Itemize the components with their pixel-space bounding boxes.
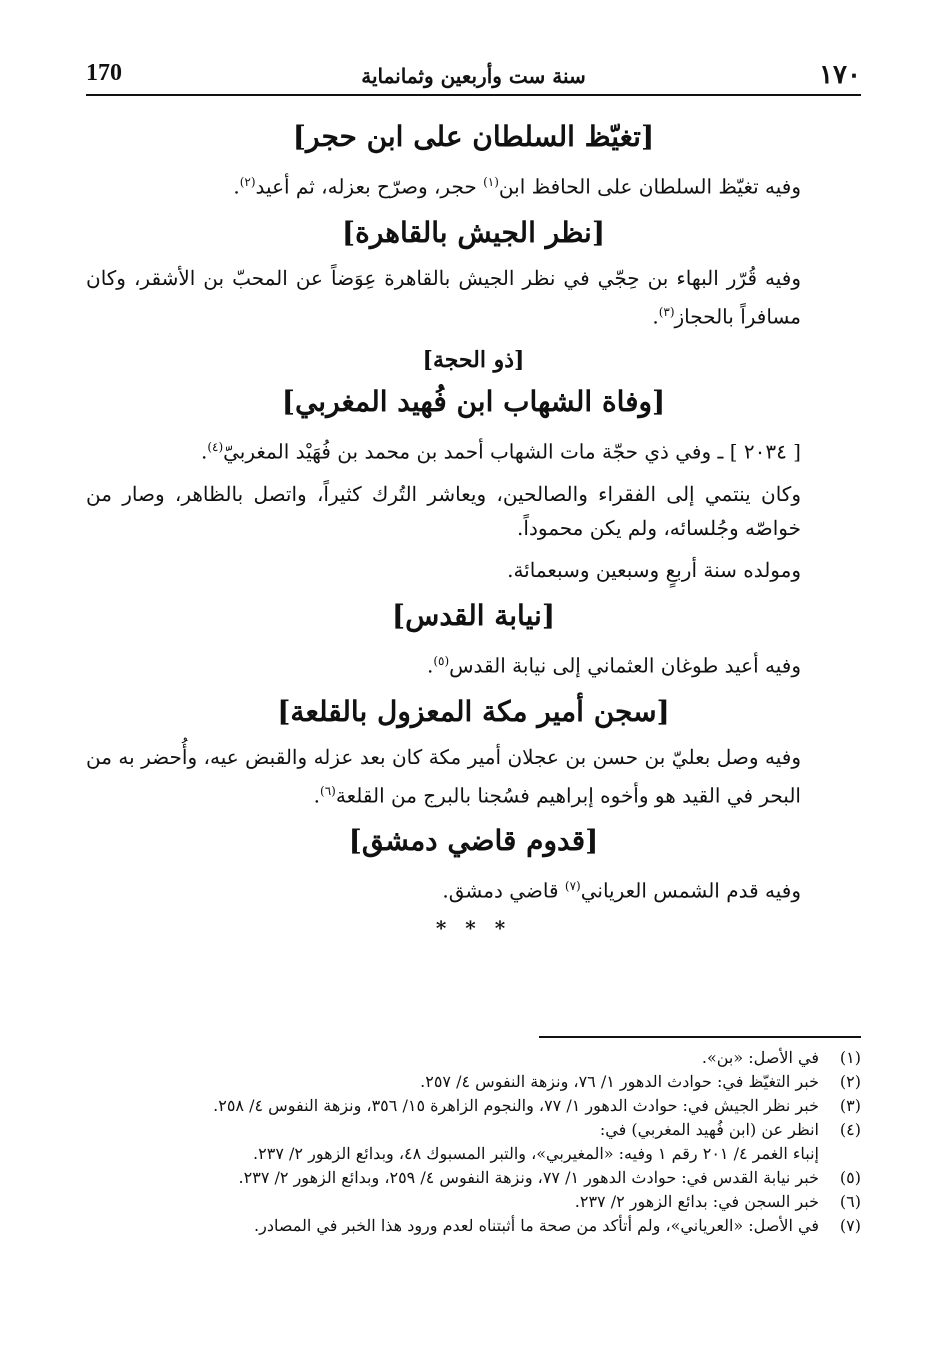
footnote-1 — [100, 1046, 861, 1070]
paragraph-prison — [86, 740, 861, 813]
footnote-ref-4[interactable]: (٤) — [207, 440, 224, 455]
section-heading-jerusalem: [نيابة القدس] — [391, 598, 556, 632]
footnote-5 — [100, 1166, 861, 1190]
paragraph-jerusalem — [86, 644, 861, 683]
text: قاضي دمشق. — [442, 878, 565, 903]
footnote-number: (٧) — [839, 1216, 861, 1235]
footnote-3 — [100, 1094, 861, 1118]
footnote-number: (٥) — [839, 1168, 861, 1187]
footnote-4-continuation: إنباء الغمر ٤/ ٢٠١ رقم ١ وفيه: «المغيربي»، والتبر المسبوك ٤٨، وبدائع الزهور ٢/ ٢٣٧. — [253, 1144, 819, 1163]
paragraph-damascus — [86, 869, 861, 908]
footnote-7 — [100, 1214, 861, 1238]
paragraph-sultan — [86, 165, 861, 204]
section-heading-army: [نظر الجيش بالقاهرة] — [341, 215, 606, 249]
footnote-text: انظر عن (ابن فُهيد المغربي) في: — [599, 1120, 819, 1139]
text: وفيه قدم الشمس العرياني — [580, 878, 801, 903]
footnote-ref-6[interactable]: (٦) — [320, 783, 336, 798]
paragraph-death-entry — [86, 430, 861, 469]
text: [ ٢٠٣٤ ] ـ وفي ذي حجّة مات الشهاب أحمد بن محمد بن فُهَيْد المغربيّ — [223, 439, 801, 464]
text: وفيه أعيد طوغان العثماني إلى نيابة القدس — [449, 653, 801, 678]
page-body — [86, 108, 861, 940]
section-divider-stars: * * * — [435, 915, 512, 940]
footnotes — [100, 1046, 861, 1238]
footnote-ref-7[interactable]: (٧) — [564, 879, 581, 894]
footnote-number: (٢) — [839, 1072, 861, 1091]
text: . — [426, 653, 434, 678]
footnote-rule — [539, 1036, 861, 1038]
footnote-text: خبر نيابة القدس في: حوادث الدهور ١/ ٧٧، ونزهة النفوس ٤/ ٢٥٩، وبدائع الزهور ٢/ ٢٣٧. — [238, 1168, 819, 1187]
section-heading-sultan: [تغيّظ السلطان على ابن حجر] — [292, 120, 655, 153]
text: . — [313, 783, 321, 808]
footnote-4 — [100, 1118, 861, 1142]
arabic-page-number: ١٧٠ — [819, 60, 861, 90]
section-heading-damascus: [قدوم قاضي دمشق] — [348, 824, 599, 858]
footnote-number: (١) — [839, 1048, 861, 1067]
running-title: سنة ست وأربعين وثمانماية — [361, 64, 586, 88]
footnote-number: (٣) — [839, 1096, 861, 1115]
paragraph-death-bio: وكان ينتمي إلى الفقراء والصالحين، ويعاشر التُرك كثيراً، واتصل بالظاهر، وصار من خواصّه وجُلسائه، ولم يكن محموداً. — [86, 481, 801, 540]
section-heading-prison: [سجن أمير مكة المعزول بالقلعة] — [277, 694, 670, 728]
footnote-text: خبر التغيّظ في: حوادث الدهور ١/ ٧٦، ونزهة النفوس ٤/ ٢٥٧. — [420, 1072, 819, 1091]
text: حجر، وصرّح بعزله، ثم أعيد — [255, 174, 484, 199]
text: وفيه تغيّظ السلطان على الحافظ ابن — [498, 174, 801, 199]
text: وفيه قُرّر البهاء بن حِجّي في نظر الجيش بالقاهرة عِوَضاً عن المحبّ بن الأشقر، وكان مسافراً بالحجاز — [86, 265, 801, 329]
month-heading: [ذو الحجة] — [422, 347, 525, 374]
footnote-number: (٦) — [839, 1192, 861, 1211]
text: . — [200, 439, 208, 464]
latin-page-number: 170 — [86, 60, 122, 86]
footnote-ref-1[interactable]: (١) — [483, 175, 499, 189]
footnote-text: خبر نظر الجيش في: حوادث الدهور ١/ ٧٧، والنجوم الزاهرة ١٥/ ٣٥٦، ونزهة النفوس ٤/ ٢٥٨. — [213, 1096, 819, 1115]
footnote-number: (٤) — [839, 1120, 861, 1139]
text: . — [233, 174, 240, 199]
text: وفيه وصل بعليّ بن حسن بن عجلان أمير مكة كان بعد عزله والقبض عيه، وأُحضر به من البحر في القيد هو وأخوه إبراهيم فسُجنا بالبرج من القلعة — [86, 744, 801, 808]
footnote-text: خبر السجن في: بدائع الزهور ٢/ ٢٣٧. — [574, 1192, 819, 1211]
footnote-ref-3[interactable]: (٣) — [658, 304, 675, 319]
footnote-2 — [100, 1070, 861, 1094]
text: . — [652, 304, 659, 329]
footnote-text: في الأصل: «العرياني»، ولم أتأكد من صحة ما أثبتناه لعدم ورود هذا الخبر في المصادر. — [254, 1216, 819, 1235]
paragraph-army — [86, 261, 861, 334]
footnote-6 — [100, 1190, 861, 1214]
footnote-ref-2[interactable]: (٢) — [239, 175, 256, 189]
page-header — [86, 58, 861, 96]
footnote-text: في الأصل: «بن». — [701, 1048, 819, 1067]
footnote-ref-5[interactable]: (٥) — [433, 653, 450, 668]
paragraph-death-birth: ومولده سنة أربعٍ وسبعين وسبعمائة. — [507, 557, 801, 582]
section-heading-death: [وفاة الشهاب ابن فُهيد المغربي] — [281, 385, 666, 419]
